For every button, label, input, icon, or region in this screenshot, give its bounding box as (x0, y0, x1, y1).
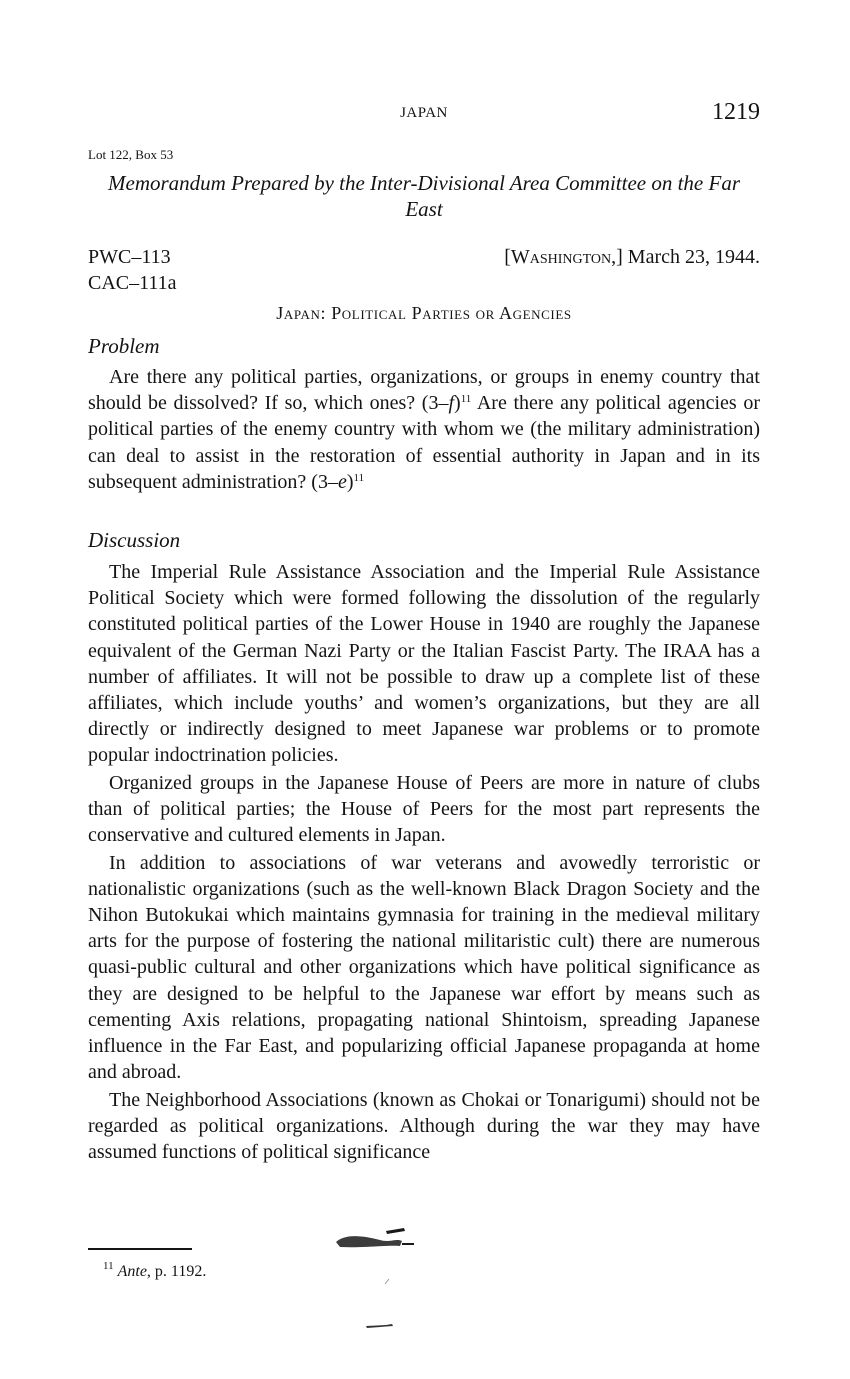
document-code: CAC–111a (88, 272, 177, 294)
problem-text-part: Are there any political agencies or political parties of the enemy country with whom we (the military administration) can deal to assist in the restoration of essential authority in Japan and in its subsequent administration? (3– (88, 392, 761, 493)
discussion-body (88, 559, 760, 1166)
document-code: PWC–113 (88, 246, 171, 268)
document-header (88, 244, 760, 296)
stray-mark (364, 1320, 396, 1330)
problem-ref-close: ) (454, 392, 461, 415)
running-head (88, 101, 760, 129)
discussion-paragraph: Organized groups in the Japanese House of Peers are more in nature of clubs than of political parties; the House of Peers for the most part represents the conservative and cultured elements in Japan. (88, 771, 760, 847)
footnote-marker: 11 (460, 393, 472, 406)
problem-ref-close: ) (346, 470, 354, 493)
running-title: JAPAN (400, 105, 448, 121)
document-codes (88, 244, 177, 296)
problem-paragraph (88, 364, 760, 495)
discussion-heading: Discussion (88, 528, 181, 552)
date: March 23, 1944. (627, 246, 760, 268)
page-number: 1219 (712, 99, 760, 125)
place-and-date (504, 244, 760, 270)
footnote-divider (88, 1248, 192, 1250)
problem-text-part: Are there any political parties, organizations, or groups in enemy country that should be dissolved? If so, which ones? (3– (88, 366, 760, 415)
lot-reference: Lot 122, Box 53 (88, 147, 174, 162)
discussion-paragraph: In addition to associations of war veterans and avowedly terroristic or nationalistic organizations (such as the well-known Black Dragon Society and the Nihon Butokukai which maintains gymnasia for training in the medieval military arts for the purpose of fostering the national militaristic cult) there are numerous quasi-public cultural and other organizations which have political significance as they are designed to be helpful to the Japanese war effort by means such as cementing Axis relations, propagating national Shintoism, spreading Japanese influence in the Far East, and popularizing official Japanese propaganda at home and abroad. (88, 851, 760, 1084)
discussion-paragraph: The Neighborhood Associations (known as Chokai or Tonarigumi) should not be regarded as political organizations. Although during the war they may have assumed functions of political significance (88, 1088, 760, 1164)
footnote-number: 11 (103, 1260, 114, 1272)
section-heading: Japan: Political Parties or Agencies (276, 303, 572, 323)
ink-smudge (330, 1224, 420, 1250)
discussion-paragraph: The Imperial Rule Assistance Association and the Imperial Rule Assistance Political Society which were formed following the dissolution of the regularly constituted political parties of the Lower House in 1940 are roughly the Japanese equivalent of the German Nazi Party or the Italian Fascist Party. The IRAA has a number of affiliates. It will not be possible to draw up a complete list of these affiliates, which include youths’ and women’s organizations, but they are all directly or indirectly designed to meet Japanese war problems or to promote popular indoctrination policies. (88, 561, 760, 767)
memo-title: Memorandum Prepared by the Inter-Divisional Area Committee on the Far East (108, 171, 740, 221)
stray-mark (383, 1276, 393, 1286)
footnote-citation-word: Ante (117, 1263, 147, 1280)
footnote-citation-rest: , p. 1192. (146, 1263, 207, 1280)
problem-heading: Problem (88, 334, 160, 358)
problem-ref-letter: f (448, 392, 455, 415)
problem-ref-letter: e (337, 470, 347, 493)
place: [Washington,] (504, 246, 623, 268)
footnote (103, 1260, 207, 1281)
footnote-marker: 11 (353, 471, 365, 484)
